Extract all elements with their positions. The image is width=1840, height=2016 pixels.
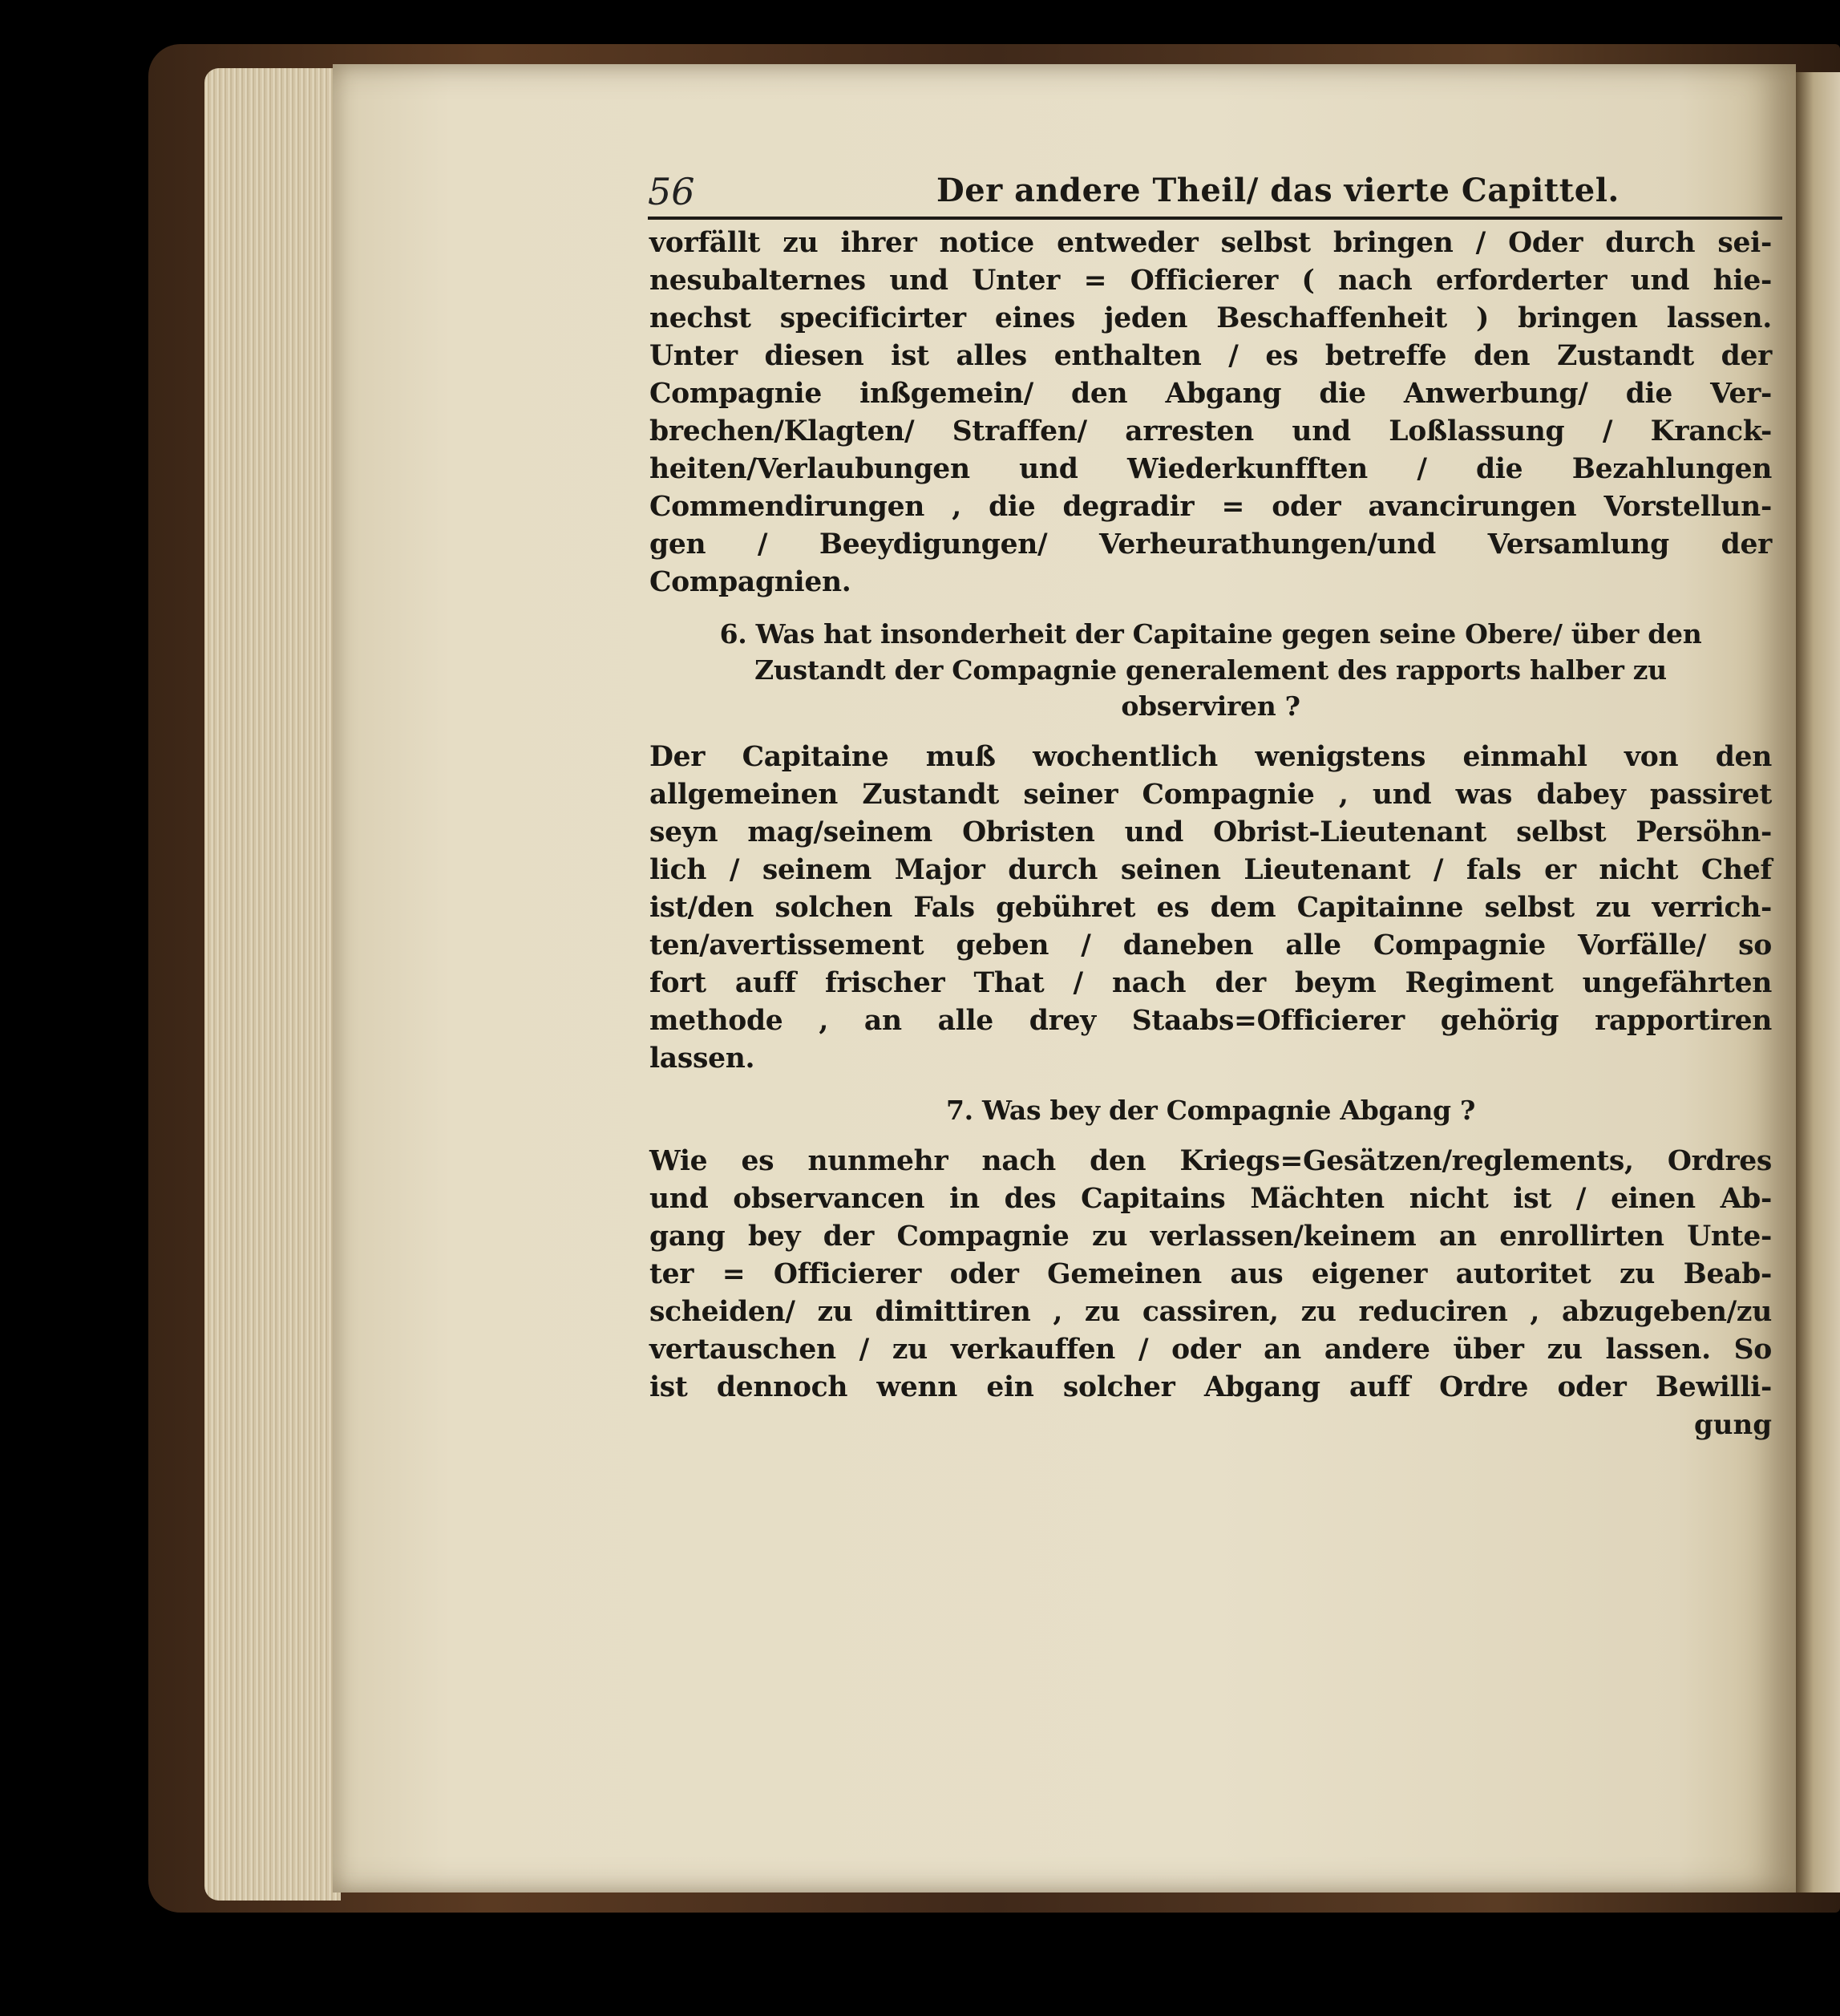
text-line: Unter diesen ist alles enthalten / es betreffe den Zustandt der: [649, 340, 1772, 372]
text-line: fort auff frischer That / nach der beym Regiment ungefährten: [649, 967, 1772, 999]
text-line: Wie es nunmehr nach den Kriegs=Gesätzen/reglements, Ordres: [649, 1145, 1772, 1177]
text-line: seyn mag/seinem Obristen und Obrist-Lieutenant selbst Persöhn-: [649, 816, 1772, 848]
question-line: Zustandt der Compagnie generalement des rapports halber zu: [754, 654, 1667, 686]
text-line: gang bey der Compagnie zu verlassen/keinem an enrollirten Unte-: [649, 1221, 1772, 1253]
question-line: 6. Was hat insonderheit der Capitaine gegen seine Obere/ über den: [719, 618, 1702, 650]
text-line: lassen.: [649, 1042, 755, 1075]
text-line: brechen/Klagten/ Straffen/ arresten und Loßlassung / Kranck-: [649, 415, 1772, 447]
question-line: observiren ?: [1121, 690, 1300, 722]
body-text: [649, 225, 1772, 1444]
text-line: ten/avertissement geben / daneben alle Compagnie Vorfälle/ so: [649, 929, 1772, 961]
text-line: vertauschen / zu verkauffen / oder an andere über zu lassen. So: [649, 1334, 1772, 1366]
text-line: nesubalternes und Unter = Officierer ( nach erforderter und hie-: [649, 265, 1772, 297]
text-line: Compagnien.: [649, 566, 851, 598]
text-line: Commendirungen , die degradir = oder avancirungen Vorstellun-: [649, 491, 1772, 523]
paragraph-3: [649, 1143, 1772, 1407]
catchword: gung: [1694, 1409, 1772, 1441]
text-line: und observancen in des Capitains Mächten nicht ist / einen Ab-: [649, 1183, 1772, 1215]
text-line: heiten/Verlaubungen und Wiederkunfften / die Bezahlungen: [649, 453, 1772, 485]
text-line: ist/den solchen Fals gebühret es dem Capitainne selbst zu verrich-: [649, 892, 1772, 924]
text-line: nechst specificirter eines jeden Beschaffenheit ) bringen lassen.: [649, 302, 1772, 334]
page-edges: [204, 68, 341, 1901]
question-7: [649, 1092, 1772, 1128]
running-head: [648, 170, 1782, 220]
text-line: allgemeinen Zustandt seiner Compagnie , und was dabey passiret: [649, 779, 1772, 811]
text-line: scheiden/ zu dimittiren , zu cassiren, zu reduciren , abzugeben/zu: [649, 1296, 1772, 1328]
text-line: Compagnie inßgemein/ den Abgang die Anwerbung/ die Ver-: [649, 378, 1772, 410]
facing-page-edge: [1796, 72, 1840, 1893]
page-number: 56: [648, 170, 695, 213]
paragraph-2: [649, 739, 1772, 1078]
text-line: vorfällt zu ihrer notice entweder selbst bringen / Oder durch sei-: [649, 227, 1772, 259]
question-line: 7. Was bey der Compagnie Abgang ?: [945, 1095, 1476, 1126]
question-6: [649, 616, 1772, 724]
text-line: methode , an alle drey Staabs=Officierer gehörig rapportiren: [649, 1005, 1772, 1037]
text-line: ter = Officierer oder Gemeinen aus eigener autoritet zu Beab-: [649, 1258, 1772, 1290]
text-line: gen / Beeydigungen/ Verheurathungen/und Versamlung der: [649, 528, 1772, 561]
text-line: Der Capitaine muß wochentlich wenigstens einmahl von den: [649, 741, 1772, 773]
text-line: ist dennoch wenn ein solcher Abgang auff Ordre oder Bewilli-: [649, 1371, 1772, 1403]
running-title: Der andere Theil/ das vierte Capittel.: [936, 172, 1620, 209]
text-line: lich / seinem Major durch seinen Lieutenant / fals er nicht Chef: [649, 854, 1772, 886]
paragraph-1: [649, 225, 1772, 601]
